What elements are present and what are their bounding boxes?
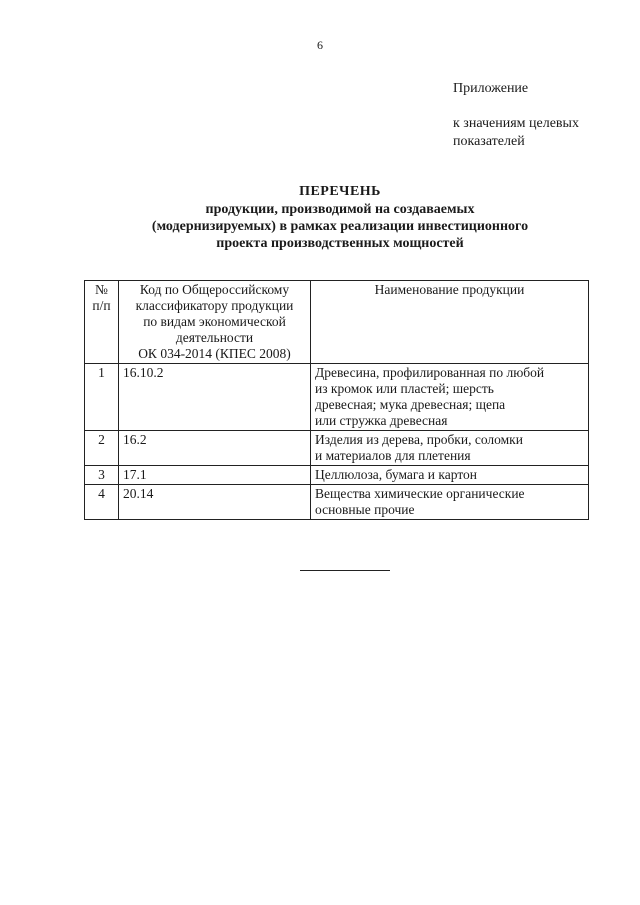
page-number: 6 xyxy=(317,38,323,52)
header-num-line1: № xyxy=(95,282,108,297)
header-code-line: по видам экономической xyxy=(143,314,286,329)
header-code-line: Код по Общероссийскому xyxy=(139,282,290,297)
row-name xyxy=(311,431,589,466)
appendix-label: Приложение xyxy=(453,81,529,96)
row-name-line: Вещества химические органические xyxy=(315,486,525,501)
row-name xyxy=(311,485,589,520)
appendix-to-line2: показателей xyxy=(453,134,525,149)
row-name-line: Древесина, профилированная по любой xyxy=(315,365,545,380)
table-row xyxy=(85,485,589,520)
title-line2: (модернизируемых) в рамках реализации инвестиционного xyxy=(151,219,529,234)
closing-divider xyxy=(300,570,390,571)
header-code-line: деятельности xyxy=(175,330,254,345)
row-name-line: Изделия из дерева, пробки, соломки xyxy=(315,432,523,447)
table-row xyxy=(85,431,589,466)
row-num: 1 xyxy=(85,364,119,431)
row-name-line: древесная; мука древесная; щепа xyxy=(315,397,506,412)
row-code: 20.14 xyxy=(119,485,311,520)
row-name-line: из кромок или пластей; шерсть xyxy=(315,381,494,396)
header-code-line: ОК 034-2014 (КПЕС 2008) xyxy=(138,346,291,361)
row-name xyxy=(311,466,589,485)
header-code-line: классификатору продукции xyxy=(135,298,294,313)
table-row xyxy=(85,364,589,431)
row-name-line: Целлюлоза, бумага и картон xyxy=(315,467,478,482)
document-title xyxy=(90,183,590,252)
appendix-to-line1: к значениям целевых xyxy=(453,116,579,131)
title-line1: продукции, производимой на создаваемых xyxy=(205,202,475,217)
header-num xyxy=(85,281,119,364)
products-table xyxy=(84,280,589,520)
row-code: 16.2 xyxy=(119,431,311,466)
row-name-line: и материалов для плетения xyxy=(315,448,471,463)
row-num: 4 xyxy=(85,485,119,520)
header-code xyxy=(119,281,311,364)
title-main: ПЕРЕЧЕНЬ xyxy=(299,184,381,199)
row-num: 3 xyxy=(85,466,119,485)
header-num-line2: п/п xyxy=(92,298,111,313)
title-line3: проекта производственных мощностей xyxy=(216,236,464,251)
table-header-row xyxy=(85,281,589,364)
row-name xyxy=(311,364,589,431)
header-name: Наименование продукции xyxy=(311,281,589,364)
row-code: 16.10.2 xyxy=(119,364,311,431)
table-row xyxy=(85,466,589,485)
row-code: 17.1 xyxy=(119,466,311,485)
appendix-block xyxy=(453,80,579,151)
row-name-line: или стружка древесная xyxy=(315,413,448,428)
row-name-line: основные прочие xyxy=(315,502,415,517)
row-num: 2 xyxy=(85,431,119,466)
